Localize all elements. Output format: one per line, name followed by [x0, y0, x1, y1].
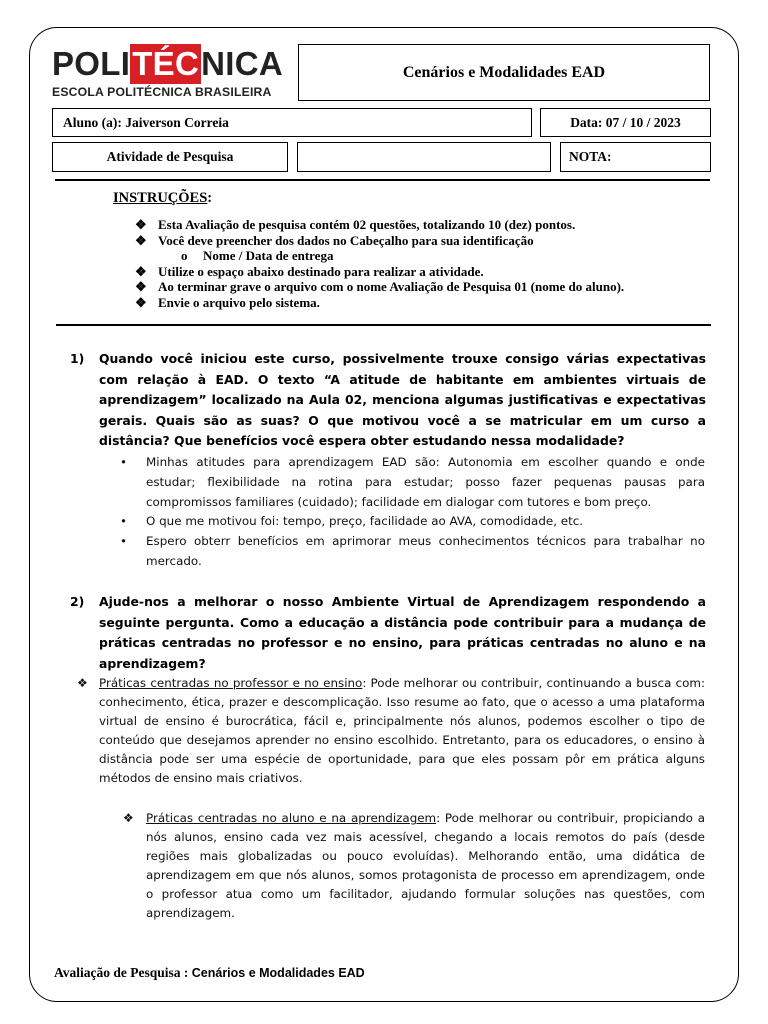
logo-subtitle: ESCOLA POLITÉCNICA BRASILEIRA — [52, 85, 272, 99]
logo-text-start: POLI — [52, 45, 131, 82]
list-item: ❖ Você deve preencher dos dados no Cabeçalho para sua identificação — [135, 232, 534, 248]
list-item: ❖ Esta Avaliação de pesquisa contém 02 questões, totalizando 10 (dez) pontos. — [135, 217, 576, 232]
bullet-icon: • — [120, 455, 128, 469]
logo-wordmark — [52, 44, 283, 84]
answer-item: • O que me motivou foi: tempo, preço, facilidade ao AVA, comodidade, etc. — [146, 511, 705, 531]
list-item: ❖ Envie o arquivo pelo sistema. — [135, 294, 320, 310]
answer-item: • Espero obterr benefícios em aprimorar meus conhecimentos técnicos para trabalhar no mercado. — [146, 531, 705, 571]
answer-item: • Minhas atitudes para aprendizagem EAD são: Autonomia em escolher quando e onde estudar; flexibilidade na rotina para estudar; posso fazer pequenas pausas para compromissos familiares (cuidado); facilidade em dialogar com tutores e bom preço. — [146, 452, 705, 512]
footer-title: Cenários e Modalidades EAD — [191, 966, 365, 980]
circle-bullet-icon: o — [181, 248, 188, 264]
answer-label: Práticas centradas no professor e no ensino — [99, 676, 363, 690]
instructions-divider — [56, 324, 711, 326]
student-name-field[interactable]: Aluno (a): Jaiverson Correia — [52, 108, 532, 137]
diamond-bullet-icon: ❖ — [135, 279, 147, 295]
list-item: ❖ Ao terminar grave o arquivo com o nome Avaliação de Pesquisa 01 (nome do aluno). — [135, 279, 625, 295]
page-footer — [54, 965, 365, 981]
diamond-bullet-icon: ❖ — [135, 263, 147, 279]
footer-label: Avaliação de Pesquisa : — [54, 965, 192, 980]
bullet-icon: • — [120, 514, 128, 528]
activity-type-label: Atividade de Pesquisa — [52, 142, 288, 172]
answer-paragraph: ❖ Práticas centradas no aluno e na aprendizagem: Pode melhorar ou contribuir, propiciando a nós alunos, ensino cada vez mais acessível, chegando a locais remotos do país (desde regiões mais globalizadas ou pouco evoluídas). Melhorando então, uma didática de aprendizagem em que nós alunos, somos protagonista de processo em aprendizagem, onde o professor atua como um facilitador, ajudando formular soluções nas questões, com aprendizagem. — [123, 811, 705, 920]
question-text: Quando você iniciou este curso, possivelmente trouxe consigo várias expectativas com relação à EAD. O texto “A atitude de habitante em ambientes virtuais de aprendizagem” localizado na Aula 02, menciona algumas justificativas e expectativas gerais. Quais são as suas? O que motivou você a se matricular em um curso a distância? Que benefícios você espera obter estudando nessa modalidade? — [99, 351, 706, 448]
question-number: 2) — [70, 594, 85, 609]
question-number: 1) — [70, 351, 85, 366]
list-item: ❖ Utilize o espaço abaixo destinado para realizar a atividade. — [135, 263, 484, 279]
blank-header-field[interactable] — [297, 142, 551, 172]
instructions-heading: INSTRUÇÕES: — [113, 190, 213, 206]
question-text: Ajude-nos a melhorar o nosso Ambiente Virtual de Aprendizagem respondendo a seguinte pergunta. Como a educação a distância pode contribuir para a mudança de práticas centradas no professor e no ensino, para práticas centradas no aluno e na aprendizagem? — [99, 594, 706, 671]
instructions-list — [135, 217, 624, 311]
document-title: Cenários e Modalidades EAD — [298, 44, 710, 101]
diamond-bullet-icon: ❖ — [77, 676, 88, 690]
answer-paragraph: ❖ Práticas centradas no professor e no ensino: Pode melhorar ou contribuir, continuando a busca com: conhecimento, ética, prazer e descomplicação. Isso resume ao fato, que o acesso a uma plataforma virtual de ensino é burocrática, fácil e, principalmente nós alunos, podemos escolher o tipo de conteúdo que desejamos aprender no ensino escolhido. Entretanto, para os educadores, o ensino à distância pode ser uma espécie de oportunidade, para que eles possam pôr em prática alguns métodos de ensino mais criativos. — [77, 676, 705, 785]
diamond-bullet-icon: ❖ — [135, 217, 147, 232]
logo-text-end: NICA — [201, 45, 283, 82]
logo-text-highlight: TÉC — [132, 45, 200, 82]
date-field[interactable]: Data: 07 / 10 / 2023 — [540, 108, 711, 137]
list-item: o Nome / Data de entrega — [181, 248, 334, 264]
answer-label: Práticas centradas no aluno e na aprendizagem — [146, 811, 437, 825]
grade-field[interactable]: NOTA: — [560, 142, 711, 172]
school-logo — [52, 44, 288, 102]
bullet-icon: • — [120, 534, 128, 548]
diamond-bullet-icon: ❖ — [135, 294, 147, 310]
diamond-bullet-icon: ❖ — [123, 811, 134, 825]
diamond-bullet-icon: ❖ — [135, 232, 147, 248]
header-divider — [55, 179, 710, 181]
